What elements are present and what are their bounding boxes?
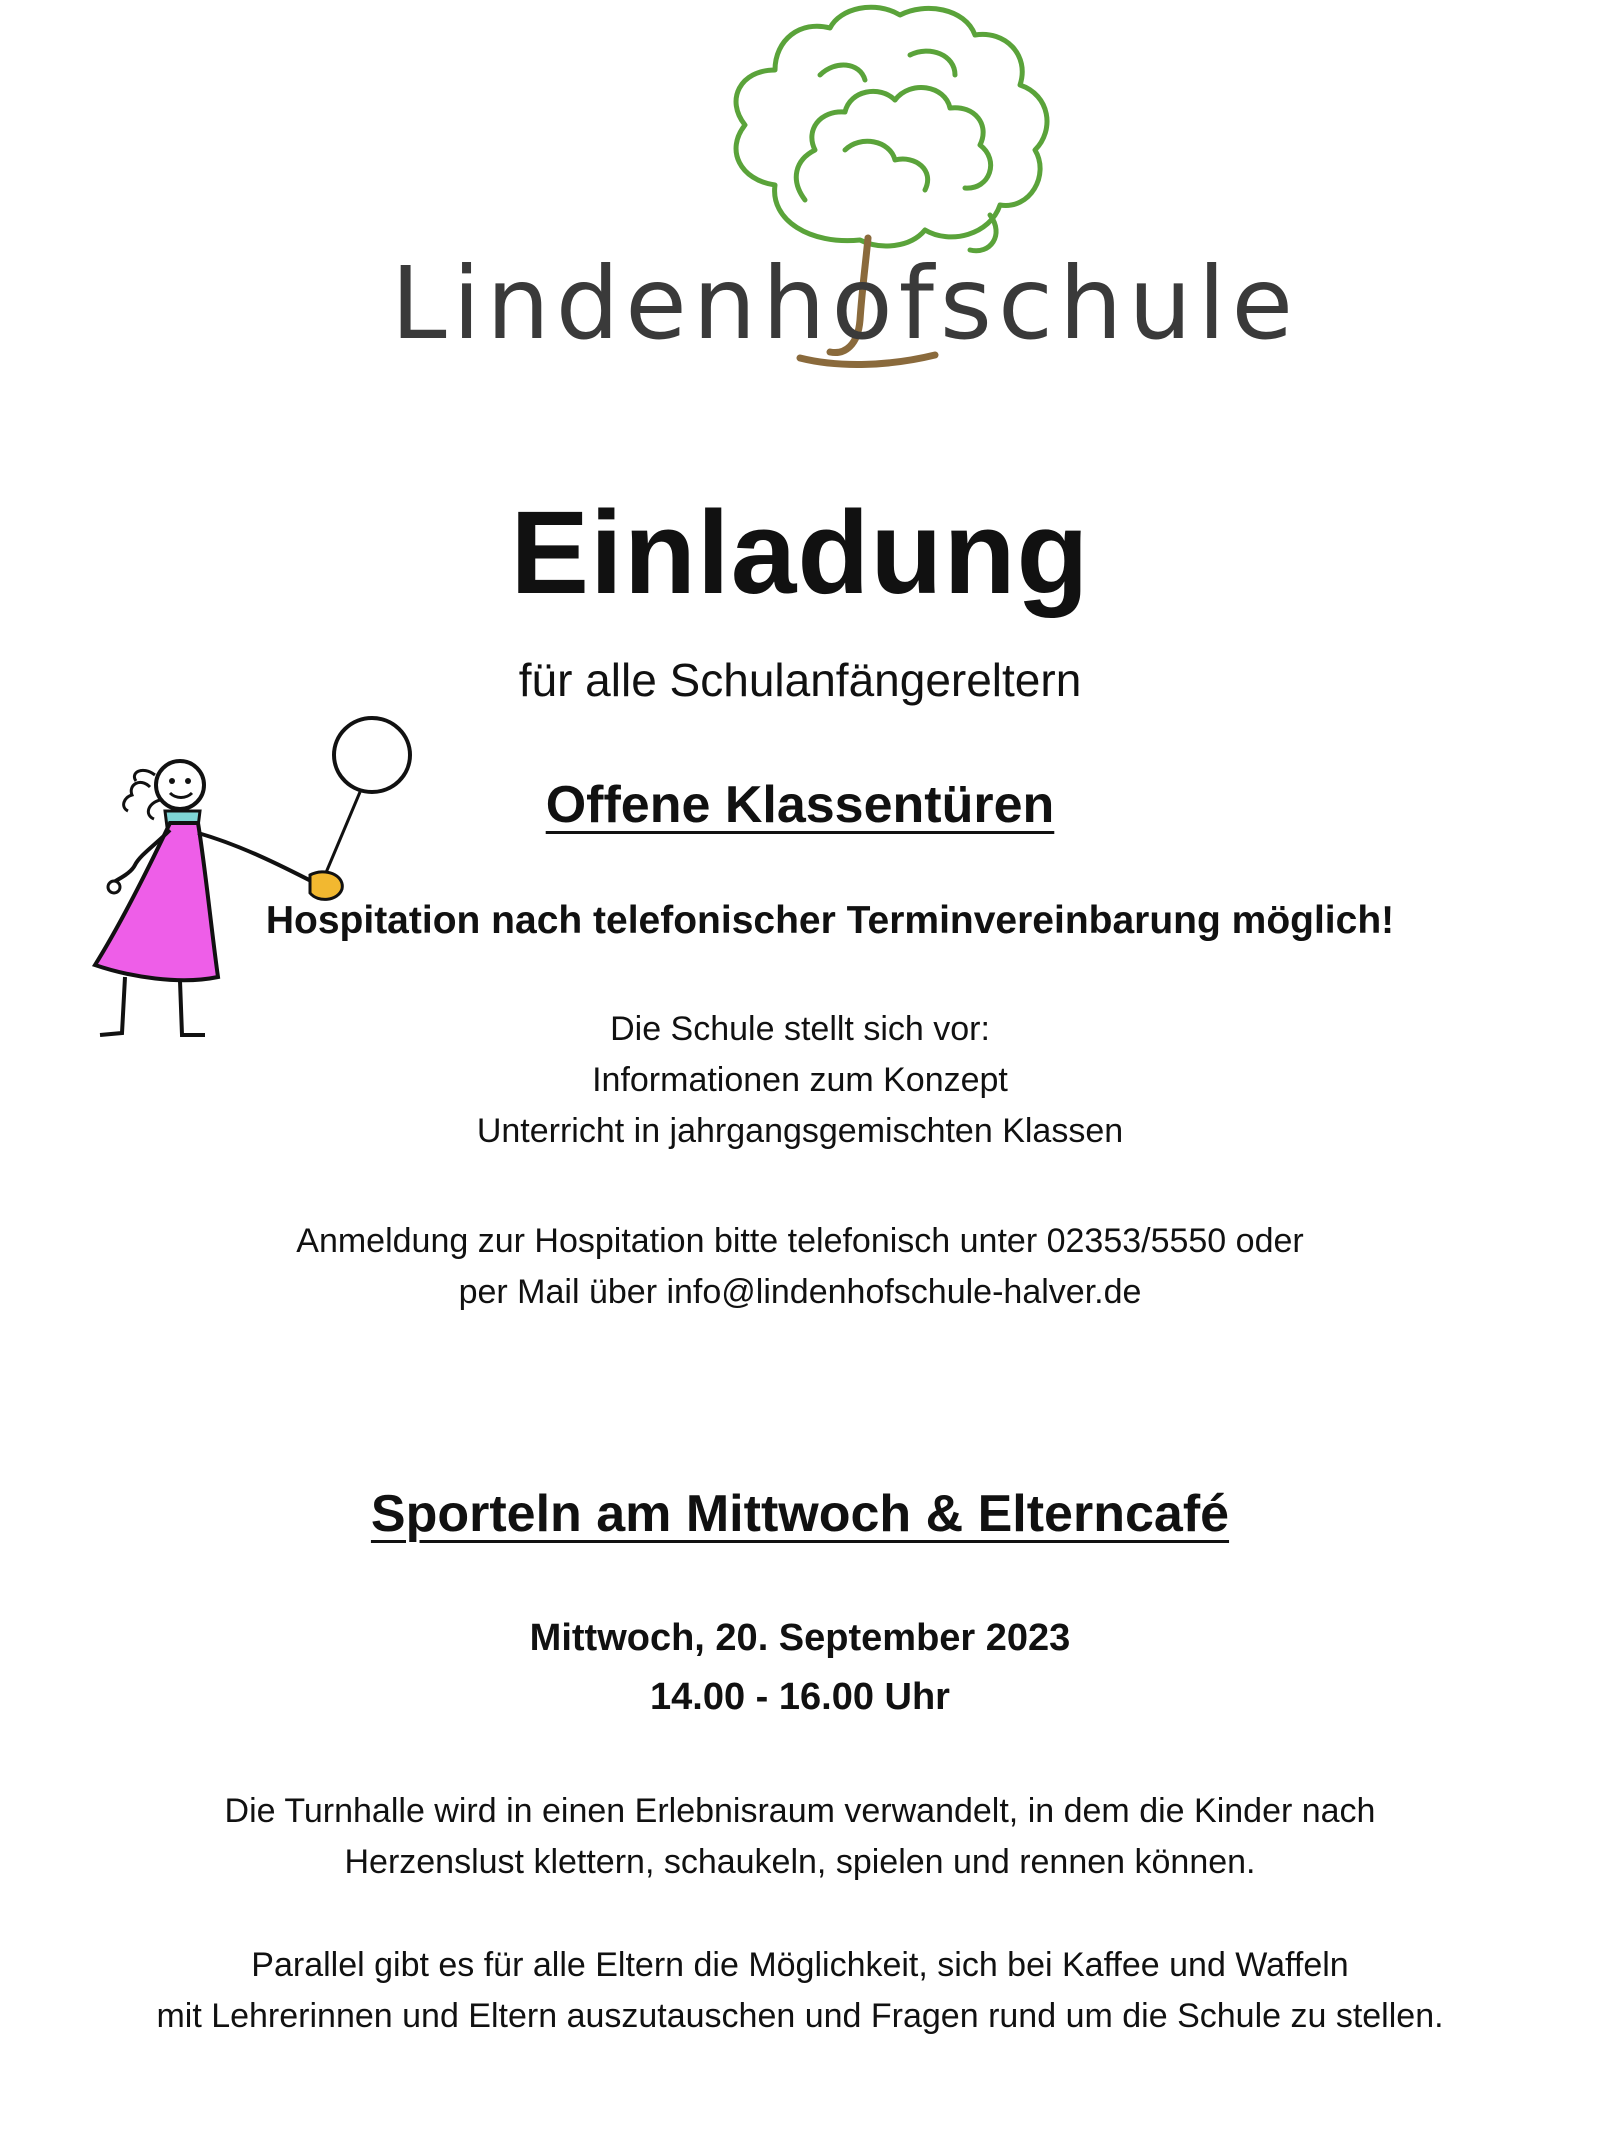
section-heading-open-classrooms: Offene Klassentüren [545, 776, 1055, 834]
info-line: Informationen zum Konzept [592, 1061, 1008, 1099]
info-line: Unterricht in jahrgangsgemischten Klassen [476, 1112, 1124, 1150]
page-title: Einladung [510, 487, 1090, 619]
event-date: Mittwoch, 20. September 2023 [529, 1617, 1071, 1659]
contact-line: per Mail über info@lindenhofschule-halver.de [458, 1273, 1142, 1311]
section-heading-sport-cafe: Sporteln am Mittwoch & Elterncafé [370, 1485, 1230, 1543]
hospitation-highlight: Hospitation nach telefonischer Terminvereinbarung möglich! [265, 899, 1395, 942]
description-line: Die Turnhalle wird in einen Erlebnisraum verwandelt, in dem die Kinder nach [224, 1792, 1376, 1830]
description-line: mit Lehrerinnen und Eltern auszutauschen und Fragen rund um die Schule zu stellen. [156, 1997, 1444, 2035]
description-line: Herzenslust klettern, schaukeln, spielen und rennen können. [344, 1843, 1256, 1881]
girl-with-balloon-icon [70, 715, 430, 1055]
page-subtitle: für alle Schulanfängereltern [518, 654, 1082, 706]
tree-crown-icon [736, 7, 1047, 251]
description-line: Parallel gibt es für alle Eltern die Möglichkeit, sich bei Kaffee und Waffeln [251, 1946, 1349, 1984]
school-name-text: Lindenhofschule [390, 245, 1300, 362]
info-line: Die Schule stellt sich vor: [610, 1010, 990, 1048]
contact-line: Anmeldung zur Hospitation bitte telefonisch unter 02353/5550 oder [296, 1222, 1304, 1260]
school-logo [390, 0, 1300, 380]
event-time: 14.00 - 16.00 Uhr [650, 1676, 950, 1718]
